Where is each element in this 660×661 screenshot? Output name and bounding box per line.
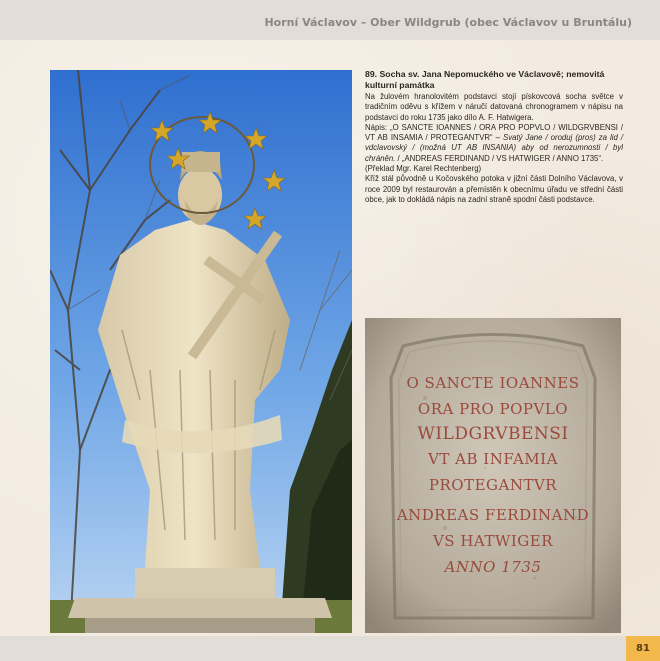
footer-band <box>0 636 660 661</box>
article-paragraph-history: Kříž stál původně u Kočovského potoka v jižní části Dolního Václavova, v roce 2009 byl restaurován a přemístěn k obecnímu úřadu ve střední části obce, jak to dokládá nápis na zadní straně spodní části podstavce. <box>365 174 623 204</box>
inscription-line: ANDREAS FERDINAND <box>396 506 590 524</box>
inscription-line: VS HATWIGER <box>432 532 554 550</box>
inscription-photo <box>365 318 621 633</box>
inscription-tail: / „ANDREAS FERDINAND / VS HATWIGER / ANNO 1735“. <box>395 153 604 163</box>
inscription-quote: Nápis: „O SANCTE IOANNES / ORA PRO POPVLO / WILDGRVBENSI / VT AB INSAMIA / PROTEGANTVR“ <box>365 122 623 143</box>
article-heading: 89. Socha sv. Jana Nepomuckého ve Václavově; nemovitá kulturní památka <box>365 69 605 90</box>
inscription-translation: – Svatý Jane / oroduj (pros) za lid / vdclavovský / (možná UT AB INSANIA) aby od nerozumnosti / byl chráněn. <box>365 133 623 163</box>
article-text <box>365 69 623 205</box>
inscription-line: ANNO 1735 <box>444 558 542 576</box>
inscription-line: PROTEGANTVR <box>428 476 558 494</box>
statue-photo <box>50 70 352 633</box>
statue-photo-illustration <box>50 70 352 633</box>
inscription-line: WILDGRVBENSI <box>417 424 569 444</box>
inscription-line: ORA PRO POPVLO <box>417 400 569 418</box>
inscription-line: VT AB INFAMIA <box>428 450 558 468</box>
inscription-line: O SANCTE IOANNES <box>406 374 580 392</box>
page-header-title: Horní Václavov – Ober Wildgrub (obec Václavov u Bruntálu) <box>264 16 632 29</box>
article-paragraph-description: Na žulovém hranolovitém podstavci stojí pískovcová socha světce v tradičním oděvu s křížem v náručí datovaná chronogramem v nápisu na podstavci do roku 1735 jako dílo A. F. Hatwigera. <box>365 92 623 122</box>
article-paragraph-inscription <box>365 123 623 164</box>
page-number: 81 <box>626 636 660 661</box>
translation-credit: (Překlad Mgr. Karel Rechtenberg) <box>365 164 482 174</box>
